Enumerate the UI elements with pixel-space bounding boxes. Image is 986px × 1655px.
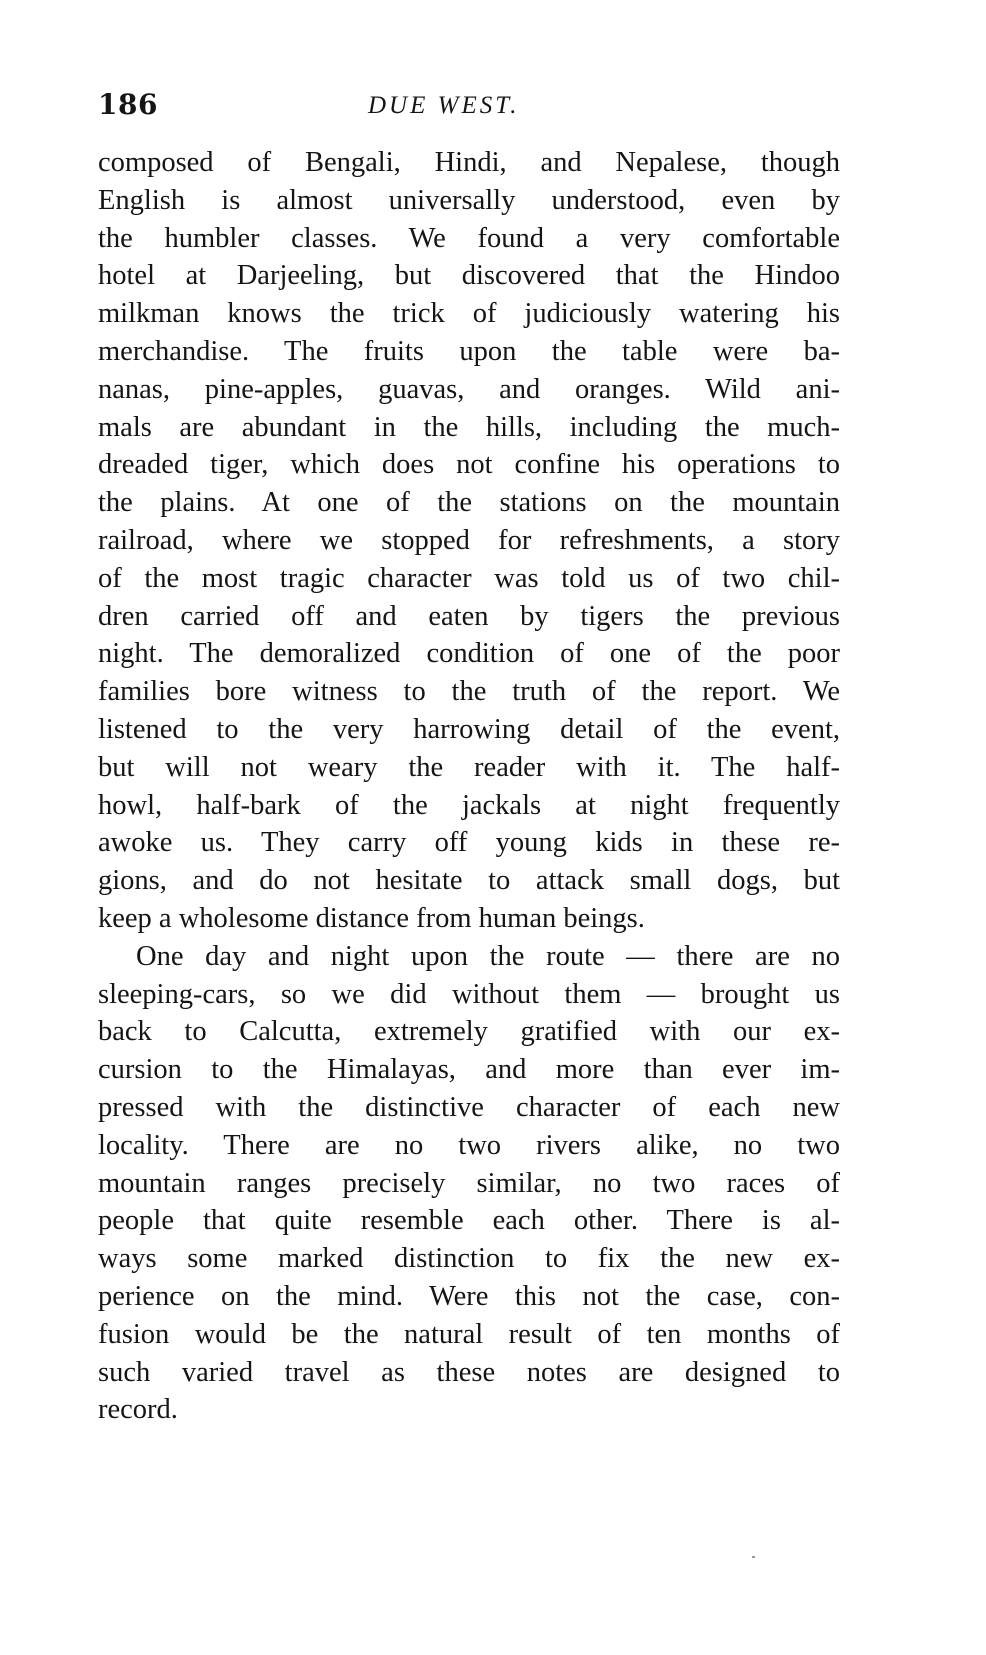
- text-line: back to Calcutta, extremely gratified with our ex-: [98, 1016, 840, 1048]
- text-line: fusion would be the natural result of ten months of: [98, 1318, 840, 1350]
- text-line: mals are abundant in the hills, including the much-: [98, 411, 840, 443]
- text-line: railroad, where we stopped for refreshments, a story: [98, 524, 840, 556]
- paper-speck: [752, 1556, 755, 1558]
- text-line: locality. There are no two rivers alike, no two: [98, 1129, 840, 1161]
- text-line: One day and night upon the route — there are no: [136, 940, 840, 972]
- text-line: milkman knows the trick of judiciously watering his: [98, 298, 840, 330]
- text-line: pressed with the distinctive character of each new: [98, 1091, 840, 1123]
- text-line: composed of Bengali, Hindi, and Nepalese, though: [98, 147, 840, 178]
- text-line: night. The demoralized condition of one of the poor: [98, 638, 840, 670]
- text-line: the plains. At one of the stations on the mountain: [98, 487, 840, 519]
- paragraph-2: [98, 938, 840, 1429]
- text-line: such varied travel as these notes are designed to: [98, 1356, 840, 1388]
- text-line: families bore witness to the truth of the report. We: [98, 676, 840, 708]
- running-title: DUE WEST.: [368, 92, 520, 119]
- text-line: but will not weary the reader with it. The half-: [98, 751, 840, 783]
- text-line: keep a wholesome distance from human beings.: [98, 902, 645, 934]
- text-line: dren carried off and eaten by tigers the previous: [98, 600, 840, 632]
- text-line: mountain ranges precisely similar, no two races of: [98, 1167, 840, 1199]
- text-line: dreaded tiger, which does not confine his operations to: [98, 449, 840, 481]
- text-line: of the most tragic character was told us of two chil-: [98, 562, 840, 594]
- text-line: nanas, pine-apples, guavas, and oranges. Wild ani-: [98, 373, 840, 405]
- text-line: hotel at Darjeeling, but discovered that the Hindoo: [98, 260, 840, 292]
- text-line: people that quite resemble each other. There is al-: [98, 1205, 840, 1237]
- running-head: [98, 88, 840, 128]
- text-line: awoke us. They carry off young kids in these re-: [98, 827, 840, 859]
- text-line: listened to the very harrowing detail of the event,: [98, 713, 840, 745]
- text-line: merchandise. The fruits upon the table were ba-: [98, 335, 840, 367]
- text-line: cursion to the Himalayas, and more than ever im-: [98, 1054, 840, 1086]
- text-line: record.: [98, 1394, 178, 1426]
- text-line: howl, half-bark of the jackals at night frequently: [98, 789, 840, 821]
- text-line: gions, and do not hesitate to attack small dogs, but: [98, 865, 840, 897]
- page-number: 186: [98, 88, 158, 121]
- text-line: the humbler classes. We found a very comfortable: [98, 222, 840, 254]
- text-line: sleeping-cars, so we did without them — brought us: [98, 978, 840, 1010]
- paragraph-1: [98, 144, 840, 938]
- text-line: ways some marked distinction to fix the new ex-: [98, 1243, 840, 1275]
- body-text: [98, 144, 840, 1429]
- text-line: English is almost universally understood, even by: [98, 184, 840, 216]
- text-line: perience on the mind. Were this not the case, con-: [98, 1280, 840, 1312]
